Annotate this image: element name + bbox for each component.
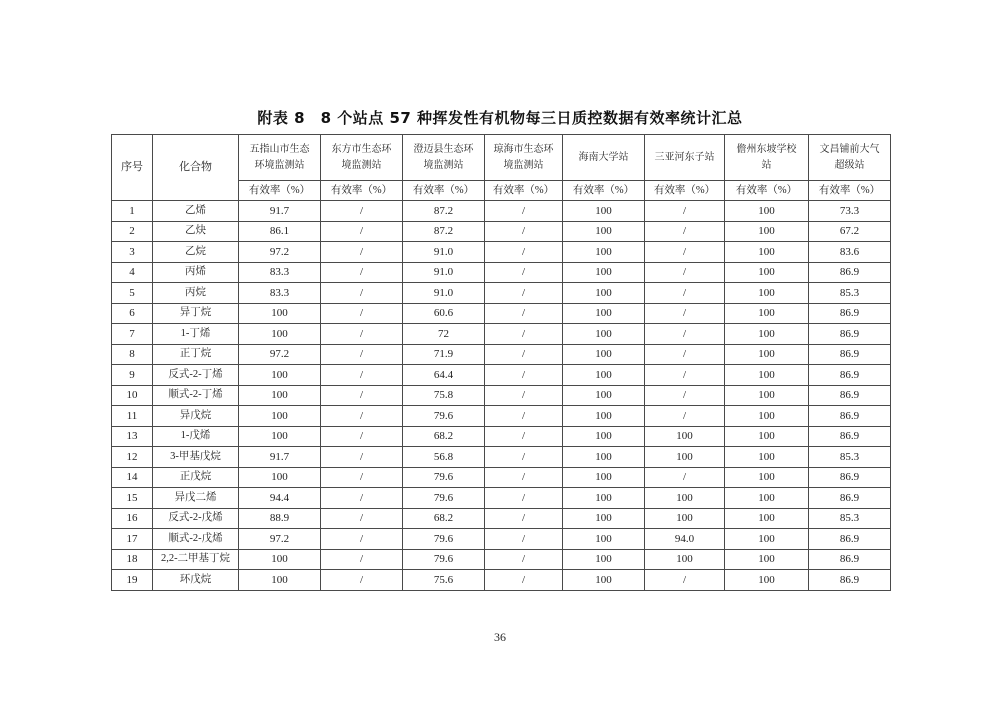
validity-value-cell: /: [485, 549, 563, 570]
validity-value-cell: /: [485, 426, 563, 447]
row-index-cell: 14: [112, 467, 153, 488]
station-header-qionghai: 琼海市生态环境监测站: [485, 135, 563, 181]
metric-header-cell: 有效率（%）: [563, 181, 645, 201]
station-header-hainan-univ: 海南大学站: [563, 135, 645, 181]
row-index-cell: 19: [112, 570, 153, 591]
row-index-cell: 16: [112, 508, 153, 529]
validity-value-cell: 100: [239, 406, 321, 427]
compound-cell: 环戊烷: [153, 570, 239, 591]
table-row: [112, 324, 891, 345]
validity-value-cell: /: [485, 488, 563, 509]
validity-value-cell: 86.9: [809, 426, 891, 447]
validity-value-cell: /: [645, 303, 725, 324]
validity-value-cell: 100: [563, 508, 645, 529]
validity-value-cell: 91.7: [239, 201, 321, 222]
validity-value-cell: 100: [645, 426, 725, 447]
validity-value-cell: 100: [725, 488, 809, 509]
validity-value-cell: 100: [563, 570, 645, 591]
validity-value-cell: 100: [239, 365, 321, 386]
validity-value-cell: 100: [725, 570, 809, 591]
table-row: [112, 385, 891, 406]
row-index-cell: 7: [112, 324, 153, 345]
table-row: [112, 508, 891, 529]
validity-value-cell: 100: [725, 406, 809, 427]
validity-value-cell: 56.8: [403, 447, 485, 468]
metric-header-cell: 有效率（%）: [321, 181, 403, 201]
metric-header-cell: 有效率（%）: [645, 181, 725, 201]
validity-value-cell: /: [321, 467, 403, 488]
validity-value-cell: 64.4: [403, 365, 485, 386]
validity-value-cell: 100: [725, 508, 809, 529]
validity-value-cell: 100: [563, 344, 645, 365]
validity-value-cell: /: [321, 262, 403, 283]
validity-value-cell: 100: [725, 201, 809, 222]
validity-value-cell: /: [645, 344, 725, 365]
table-row: [112, 406, 891, 427]
validity-value-cell: 100: [563, 324, 645, 345]
row-index-cell: 3: [112, 242, 153, 263]
validity-value-cell: 73.3: [809, 201, 891, 222]
validity-value-cell: 100: [563, 447, 645, 468]
validity-value-cell: 100: [563, 242, 645, 263]
station-header-sanya-hedong: 三亚河东子站: [645, 135, 725, 181]
validity-value-cell: 100: [725, 426, 809, 447]
row-index-cell: 17: [112, 529, 153, 550]
validity-value-cell: 100: [239, 426, 321, 447]
validity-value-cell: /: [321, 242, 403, 263]
validity-value-cell: /: [485, 570, 563, 591]
metric-header-cell: 有效率（%）: [403, 181, 485, 201]
col-header-compound: 化合物: [153, 135, 239, 201]
validity-value-cell: 85.3: [809, 447, 891, 468]
compound-cell: 2,2-二甲基丁烷: [153, 549, 239, 570]
validity-value-cell: 86.9: [809, 467, 891, 488]
validity-value-cell: 72: [403, 324, 485, 345]
validity-value-cell: /: [485, 283, 563, 304]
metric-header-cell: 有效率（%）: [485, 181, 563, 201]
validity-value-cell: /: [321, 303, 403, 324]
validity-value-cell: /: [321, 324, 403, 345]
validity-value-cell: 100: [563, 385, 645, 406]
validity-value-cell: 86.9: [809, 303, 891, 324]
station-header-wenchang-puqian: 文昌铺前大气超级站: [809, 135, 891, 181]
validity-value-cell: /: [645, 365, 725, 386]
validity-value-cell: 83.3: [239, 262, 321, 283]
row-index-cell: 12: [112, 447, 153, 468]
compound-cell: 乙烷: [153, 242, 239, 263]
validity-value-cell: 86.9: [809, 385, 891, 406]
validity-value-cell: 86.9: [809, 262, 891, 283]
validity-value-cell: 85.3: [809, 508, 891, 529]
validity-value-cell: /: [321, 508, 403, 529]
table-row: [112, 221, 891, 242]
validity-value-cell: 100: [563, 529, 645, 550]
compound-cell: 异戊二烯: [153, 488, 239, 509]
validity-value-cell: 100: [563, 201, 645, 222]
col-header-index: 序号: [112, 135, 153, 201]
validity-value-cell: 100: [725, 221, 809, 242]
table-row: [112, 467, 891, 488]
validity-value-cell: /: [321, 426, 403, 447]
compound-cell: 反式-2-戊烯: [153, 508, 239, 529]
validity-value-cell: 79.6: [403, 406, 485, 427]
row-index-cell: 10: [112, 385, 153, 406]
table-row: [112, 549, 891, 570]
validity-value-cell: /: [485, 447, 563, 468]
compound-cell: 乙炔: [153, 221, 239, 242]
validity-value-cell: 75.6: [403, 570, 485, 591]
validity-value-cell: /: [485, 221, 563, 242]
validity-value-cell: 97.2: [239, 344, 321, 365]
validity-value-cell: /: [645, 262, 725, 283]
table-row: [112, 570, 891, 591]
validity-value-cell: 100: [645, 508, 725, 529]
compound-cell: 异戊烷: [153, 406, 239, 427]
validity-value-cell: 86.9: [809, 529, 891, 550]
validity-value-cell: /: [321, 406, 403, 427]
validity-value-cell: /: [485, 385, 563, 406]
validity-value-cell: 100: [645, 488, 725, 509]
validity-value-cell: 100: [563, 467, 645, 488]
validity-value-cell: 97.2: [239, 242, 321, 263]
compound-cell: 正丁烷: [153, 344, 239, 365]
validity-value-cell: /: [321, 447, 403, 468]
validity-value-cell: /: [321, 488, 403, 509]
table-row: [112, 426, 891, 447]
validity-value-cell: 87.2: [403, 221, 485, 242]
row-index-cell: 2: [112, 221, 153, 242]
validity-value-cell: /: [645, 221, 725, 242]
validity-value-cell: 100: [725, 529, 809, 550]
validity-value-cell: 75.8: [403, 385, 485, 406]
table-row: [112, 303, 891, 324]
table-row: [112, 447, 891, 468]
validity-value-cell: /: [321, 570, 403, 591]
validity-value-cell: 67.2: [809, 221, 891, 242]
validity-value-cell: 86.9: [809, 570, 891, 591]
station-header-chengmai: 澄迈县生态环境监测站: [403, 135, 485, 181]
validity-value-cell: 100: [725, 262, 809, 283]
validity-value-cell: 100: [563, 283, 645, 304]
validity-value-cell: /: [485, 303, 563, 324]
validity-value-cell: 88.9: [239, 508, 321, 529]
validity-value-cell: 71.9: [403, 344, 485, 365]
row-index-cell: 6: [112, 303, 153, 324]
table-row: [112, 283, 891, 304]
compound-cell: 3-甲基戊烷: [153, 447, 239, 468]
compound-cell: 乙烯: [153, 201, 239, 222]
validity-value-cell: /: [645, 406, 725, 427]
metric-header-cell: 有效率（%）: [239, 181, 321, 201]
validity-value-cell: /: [321, 283, 403, 304]
validity-value-cell: /: [485, 324, 563, 345]
validity-value-cell: 100: [725, 467, 809, 488]
validity-value-cell: 60.6: [403, 303, 485, 324]
validity-value-cell: 86.9: [809, 344, 891, 365]
page-title: 附表 8 8 个站点 57 种挥发性有机物每三日质控数据有效率统计汇总: [257, 109, 743, 127]
row-index-cell: 13: [112, 426, 153, 447]
table-row: [112, 262, 891, 283]
validity-value-cell: 94.4: [239, 488, 321, 509]
validity-value-cell: 79.6: [403, 549, 485, 570]
validity-value-cell: 100: [239, 467, 321, 488]
station-header-wuzhishan: 五指山市生态环境监测站: [239, 135, 321, 181]
row-index-cell: 11: [112, 406, 153, 427]
validity-value-cell: 100: [563, 406, 645, 427]
validity-value-cell: /: [645, 570, 725, 591]
table-row: [112, 488, 891, 509]
validity-value-cell: 91.0: [403, 283, 485, 304]
compound-cell: 异丁烷: [153, 303, 239, 324]
validity-value-cell: 100: [725, 549, 809, 570]
page-number: 36: [494, 630, 506, 644]
row-index-cell: 5: [112, 283, 153, 304]
validity-value-cell: /: [645, 324, 725, 345]
validity-value-cell: /: [485, 508, 563, 529]
compound-cell: 1-戊烯: [153, 426, 239, 447]
validity-value-cell: 83.3: [239, 283, 321, 304]
validity-value-cell: 85.3: [809, 283, 891, 304]
compound-cell: 1-丁烯: [153, 324, 239, 345]
validity-value-cell: 100: [725, 303, 809, 324]
validity-value-cell: /: [321, 549, 403, 570]
validity-value-cell: 100: [725, 344, 809, 365]
validity-value-cell: 100: [239, 385, 321, 406]
validity-value-cell: 100: [563, 549, 645, 570]
validity-value-cell: /: [645, 385, 725, 406]
validity-value-cell: /: [485, 365, 563, 386]
validity-value-cell: /: [485, 529, 563, 550]
validity-value-cell: 87.2: [403, 201, 485, 222]
validity-value-cell: 86.1: [239, 221, 321, 242]
validity-value-cell: /: [645, 201, 725, 222]
validity-value-cell: 91.0: [403, 262, 485, 283]
validity-value-cell: /: [485, 201, 563, 222]
metric-header-cell: 有效率（%）: [809, 181, 891, 201]
station-header-danzhou-dongpo: 儋州东坡学校站: [725, 135, 809, 181]
compound-cell: 顺式-2-丁烯: [153, 385, 239, 406]
compound-cell: 正戊烷: [153, 467, 239, 488]
validity-value-cell: /: [321, 201, 403, 222]
table-body: [112, 201, 891, 591]
table-row: [112, 201, 891, 222]
validity-value-cell: 100: [563, 221, 645, 242]
validity-value-cell: 86.9: [809, 324, 891, 345]
row-index-cell: 9: [112, 365, 153, 386]
table-row: [112, 365, 891, 386]
validity-value-cell: 86.9: [809, 365, 891, 386]
validity-value-cell: 94.0: [645, 529, 725, 550]
validity-value-cell: 100: [239, 549, 321, 570]
table-row: [112, 344, 891, 365]
validity-value-cell: /: [485, 344, 563, 365]
validity-value-cell: 100: [239, 324, 321, 345]
validity-value-cell: 100: [239, 570, 321, 591]
validity-value-cell: 100: [563, 488, 645, 509]
validity-value-cell: /: [321, 221, 403, 242]
validity-value-cell: 100: [645, 549, 725, 570]
row-index-cell: 15: [112, 488, 153, 509]
validity-value-cell: /: [321, 529, 403, 550]
validity-value-cell: 100: [563, 426, 645, 447]
row-index-cell: 1: [112, 201, 153, 222]
row-index-cell: 18: [112, 549, 153, 570]
station-header-dongfang: 东方市生态环境监测站: [321, 135, 403, 181]
validity-value-cell: /: [645, 467, 725, 488]
compound-cell: 反式-2-丁烯: [153, 365, 239, 386]
validity-value-cell: 100: [563, 365, 645, 386]
station-header-row: [112, 135, 891, 181]
compound-cell: 丙烷: [153, 283, 239, 304]
validity-value-cell: 100: [725, 242, 809, 263]
validity-value-cell: 86.9: [809, 488, 891, 509]
validity-value-cell: 79.6: [403, 529, 485, 550]
validity-value-cell: /: [321, 385, 403, 406]
validity-value-cell: 100: [725, 385, 809, 406]
validity-value-cell: 68.2: [403, 426, 485, 447]
validity-value-cell: /: [645, 242, 725, 263]
validity-value-cell: /: [321, 344, 403, 365]
validity-value-cell: 79.6: [403, 488, 485, 509]
validity-value-cell: /: [485, 262, 563, 283]
compound-cell: 顺式-2-戊烯: [153, 529, 239, 550]
row-index-cell: 4: [112, 262, 153, 283]
table-row: [112, 242, 891, 263]
validity-value-cell: /: [485, 242, 563, 263]
validity-value-cell: 100: [645, 447, 725, 468]
validity-value-cell: 79.6: [403, 467, 485, 488]
validity-value-cell: 100: [563, 303, 645, 324]
validity-value-cell: /: [485, 467, 563, 488]
compound-cell: 丙烯: [153, 262, 239, 283]
voc-validity-table: [111, 134, 891, 591]
validity-value-cell: /: [321, 365, 403, 386]
validity-value-cell: 100: [563, 262, 645, 283]
validity-value-cell: 86.9: [809, 549, 891, 570]
validity-value-cell: /: [645, 283, 725, 304]
validity-value-cell: 100: [725, 365, 809, 386]
metric-header-cell: 有效率（%）: [725, 181, 809, 201]
validity-value-cell: 91.0: [403, 242, 485, 263]
validity-value-cell: 100: [725, 324, 809, 345]
validity-value-cell: 97.2: [239, 529, 321, 550]
validity-value-cell: 68.2: [403, 508, 485, 529]
validity-value-cell: 83.6: [809, 242, 891, 263]
validity-value-cell: /: [485, 406, 563, 427]
validity-value-cell: 100: [725, 283, 809, 304]
validity-value-cell: 86.9: [809, 406, 891, 427]
table-row: [112, 529, 891, 550]
validity-value-cell: 100: [725, 447, 809, 468]
row-index-cell: 8: [112, 344, 153, 365]
validity-value-cell: 91.7: [239, 447, 321, 468]
validity-value-cell: 100: [239, 303, 321, 324]
